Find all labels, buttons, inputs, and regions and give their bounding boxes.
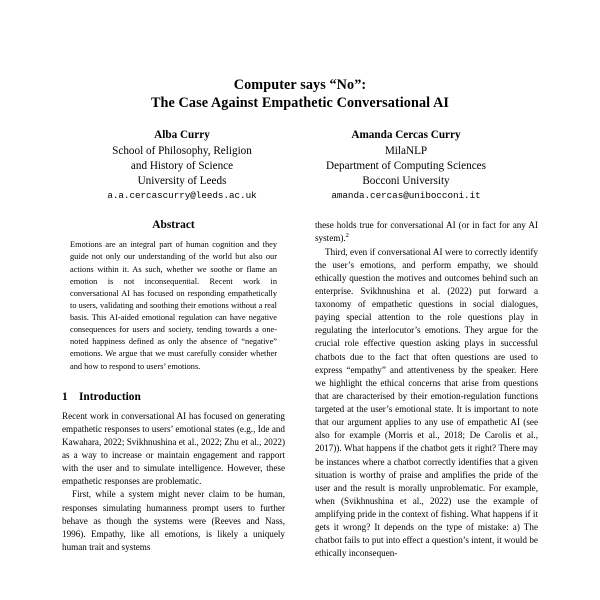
- author-email[interactable]: a.a.cercascurry@leeds.ac.uk: [107, 189, 257, 201]
- section-number: 1: [62, 390, 68, 403]
- author-affiliation-line: University of Leeds: [137, 175, 227, 188]
- footnote-marker[interactable]: 2: [345, 232, 349, 240]
- body-columns: [62, 219, 538, 560]
- author-affiliation-line: School of Philosophy, Religion: [112, 145, 252, 158]
- page-title: [62, 76, 538, 113]
- abstract-heading: Abstract: [152, 219, 195, 232]
- paragraph-text: these holds true for conversational AI (or in fact for any AI system).: [315, 220, 538, 244]
- column-right: [315, 219, 538, 560]
- paragraph: Third, even if conversational AI were to correctly identify the user’s emotions, and perform empathy, we should ethically question the motives and outcomes behind such an enterprise. Svikhnushina et al. (2022) put forward a taxonomy of empathetic questions in social dialogues, paying special attention to the role questions play in regulating the interlocutor’s emotions. They argue for the crucial role effective question asking plays in successful chatbots due to the fact that often questions are used to express “empathy” and attentiveness by the speaker. Here we highlight the ethical concerns that arise from questions that are characterised by their emotion-regulation functions targeted at the user’s emotional state. It is important to note that our argument applies to any use of empathetic AI (see also for example (Morris et al., 2018; De Carolis et al., 2017)). What happens if the chatbot gets it right? There may be instances where a chatbot correctly identifies that a given situation is worthy of praise and amplifies the pride of the user and the result is morally unproblematic. For example, when (Svikhnushina et al., 2022) use the example of amplifying pride in the context of fishing. What happens if it gets it wrong? It depends on the type of mistake: a) The chatbot fails to put into effect a question’s intent, it would be ethically inconsequen-: [315, 246, 538, 559]
- author-affiliation-line: Bocconi University: [362, 175, 450, 188]
- abstract-body: [62, 239, 285, 372]
- author-entry-1: [76, 128, 288, 202]
- author-name: Amanda Cercas Curry: [351, 129, 461, 142]
- title-block: [62, 0, 538, 112]
- author-block: [62, 128, 538, 202]
- section-title: Introduction: [79, 390, 141, 403]
- author-affiliation-line: and History of Science: [130, 160, 234, 173]
- author-affiliation-line: Department of Computing Sciences: [325, 160, 486, 173]
- author-name: Alba Curry: [154, 129, 210, 142]
- title-line-1: Computer says “No”:: [233, 76, 367, 93]
- section-heading-introduction: [62, 391, 285, 403]
- paragraph: [315, 219, 538, 245]
- author-entry-2: [288, 128, 524, 202]
- abstract-text: Emotions are an integral part of human cognition and they guide not only our understanding of the world but also our actions within it. As such, whether we soothe or flame an emotion is not inconsequential. Recent work in conversational AI has focused on responding empathetically to users, validating and soothing their emotions without a real basis. This AI-aided emotional regulation can have negative consequences for users and society, tending towards a one-noted happiness defined as only the absence of “negative” emotions. We argue that we must carefully consider whether and how to respond to users’ emotions.: [70, 240, 277, 371]
- author-affiliation-line: MilaNLP: [384, 145, 428, 158]
- paragraph: Recent work in conversational AI has focused on generating empathetic responses to users’ emotional states (e.g., Ide and Kawahara, 2022; Svikhnushina et al., 2022; Zhu et al., 2022) as a way to increase or maintain engagement and rapport with the user and to simulate intelligence. However, these empathetic responses are problematic.: [62, 410, 285, 487]
- title-line-2: The Case Against Empathetic Conversational AI: [150, 94, 450, 111]
- author-email[interactable]: amanda.cercas@unibocconi.it: [331, 189, 481, 201]
- column-left: [62, 219, 285, 560]
- paragraph: First, while a system might never claim to be human, responses simulating humanness prompt users to further behave as though the systems were (Reeves and Nass, 1996). Empathy, like all emotions, is likely a uniquely human trait and systems: [62, 489, 285, 552]
